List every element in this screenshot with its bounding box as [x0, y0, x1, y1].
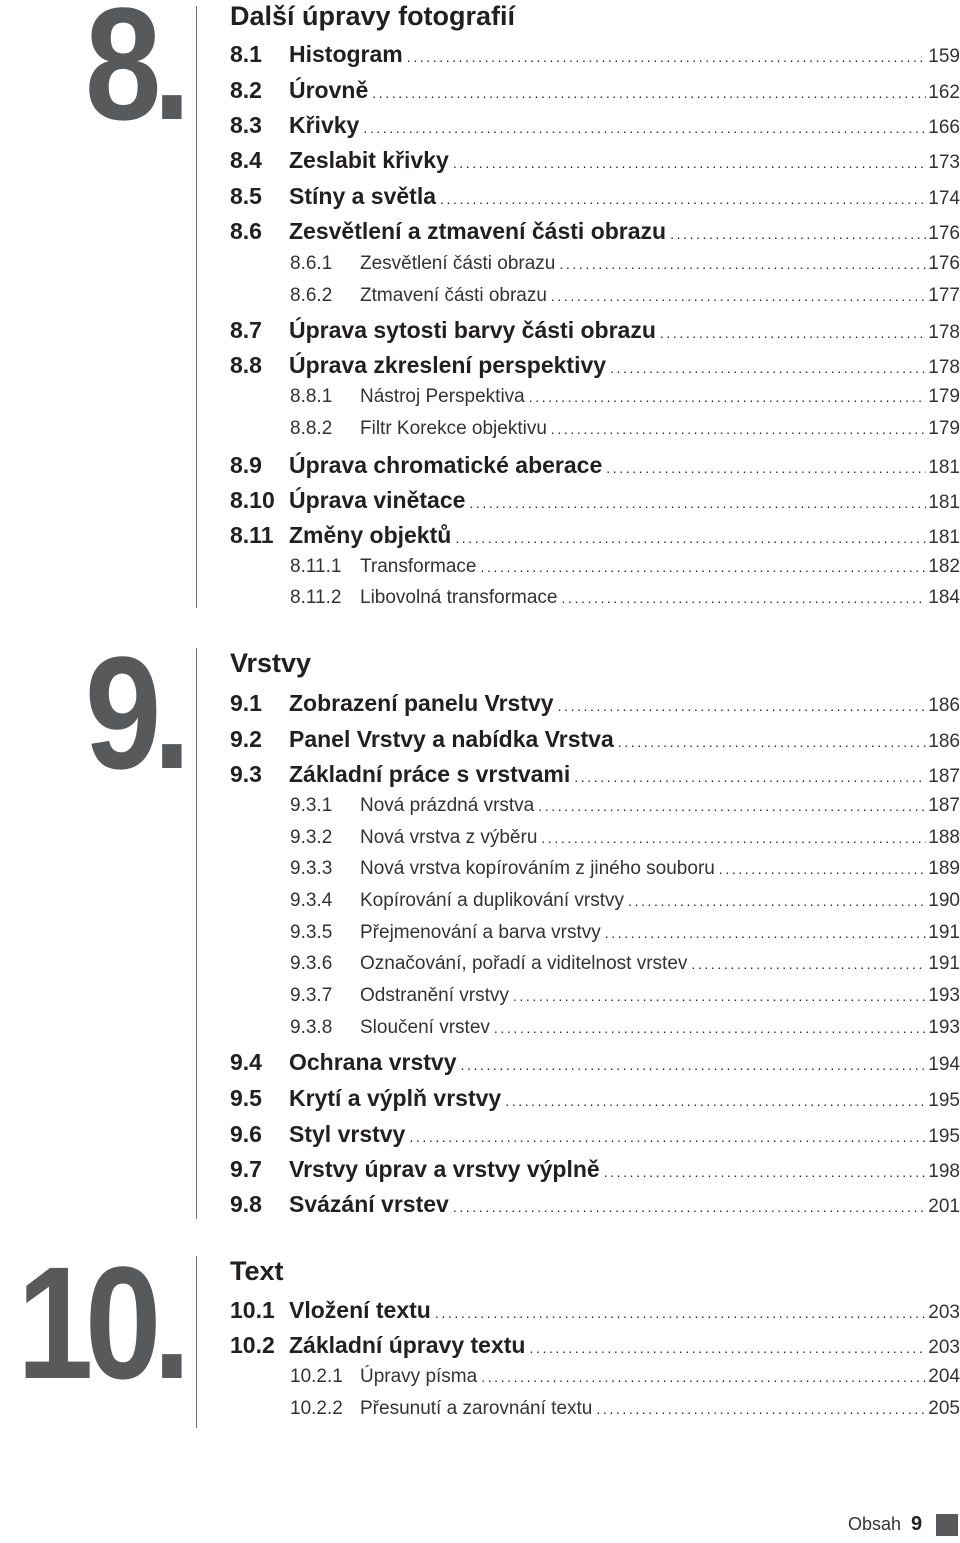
entry-number: 9.8	[230, 1191, 262, 1217]
entry-number: 8.8.1	[290, 386, 333, 407]
dot-leader	[670, 226, 926, 242]
entry-title: Přesunutí a zarovnání textu	[360, 1398, 593, 1419]
entry-number: 9.3.3	[290, 858, 333, 879]
entry-number: 9.2	[230, 726, 262, 752]
toc-entry[interactable]	[230, 1121, 960, 1148]
dot-leader	[440, 191, 926, 207]
entry-number: 8.7	[230, 317, 262, 343]
dot-leader	[529, 1340, 926, 1356]
toc-entry[interactable]	[230, 1085, 960, 1112]
entry-page-number: 203	[928, 1302, 960, 1323]
entry-number: 8.6.2	[290, 285, 333, 306]
toc-subentry[interactable]	[290, 953, 960, 975]
entry-page-number: 201	[928, 1196, 960, 1217]
entry-title: Úrovně	[289, 77, 369, 103]
toc-entry[interactable]	[230, 690, 960, 717]
entry-page-number: 181	[928, 457, 960, 478]
entry-title: Svázání vrstev	[289, 1191, 449, 1217]
toc-entry[interactable]	[230, 112, 960, 139]
toc-subentry[interactable]	[290, 556, 960, 578]
entry-title: Změny objektů	[289, 522, 452, 548]
entry-title: Označování, pořadí a viditelnost vrstev	[360, 953, 688, 974]
entry-title: Základní práce s vrstvami	[289, 761, 571, 787]
entry-number: 9.3.2	[290, 827, 333, 848]
entry-number: 9.1	[230, 690, 262, 716]
entry-title: Úprava vinětace	[289, 487, 466, 513]
toc-entry[interactable]	[230, 726, 960, 753]
toc-entry[interactable]	[230, 317, 960, 344]
entry-number: 9.5	[230, 1085, 262, 1111]
dot-leader	[605, 925, 927, 941]
entry-number: 8.10	[230, 487, 275, 513]
dot-leader	[551, 421, 926, 437]
dot-leader	[574, 769, 926, 785]
entry-number: 8.3	[230, 112, 262, 138]
entry-number: 9.3.8	[290, 1017, 333, 1038]
toc-entry[interactable]	[230, 352, 960, 379]
entry-number: 8.6.1	[290, 253, 333, 274]
entry-page-number: 176	[928, 223, 960, 244]
entry-page-number: 203	[928, 1337, 960, 1358]
entry-page-number: 174	[928, 188, 960, 209]
toc-subentry[interactable]	[290, 890, 960, 912]
entry-number: 9.3.5	[290, 922, 333, 943]
entry-title: Libovolná transformace	[360, 587, 558, 608]
entry-number: 9.3.6	[290, 953, 333, 974]
entry-page-number: 191	[928, 922, 960, 943]
dot-leader	[435, 1305, 926, 1321]
entry-title: Nová vrstva z výběru	[360, 827, 538, 848]
entry-number: 10.2.2	[290, 1398, 343, 1419]
footer-label: Obsah	[848, 1514, 902, 1534]
entry-title: Úprava zkreslení perspektivy	[289, 352, 607, 378]
entry-number: 8.8.2	[290, 418, 333, 439]
entry-page-number: 189	[928, 858, 960, 879]
entry-page-number: 179	[928, 386, 960, 407]
entry-page-number: 184	[928, 587, 960, 608]
entry-page-number: 159	[928, 46, 960, 67]
dot-leader	[610, 360, 926, 376]
dot-leader	[551, 288, 926, 304]
entry-page-number: 178	[928, 322, 960, 343]
entry-page-number: 188	[928, 827, 960, 848]
entry-page-number: 186	[928, 731, 960, 752]
dot-leader	[538, 798, 926, 814]
entry-number: 8.5	[230, 183, 262, 209]
dot-leader	[562, 590, 927, 606]
entry-page-number: 187	[928, 795, 960, 816]
entry-title: Nástroj Perspektiva	[360, 386, 525, 407]
dot-leader	[453, 155, 926, 171]
entry-number: 9.6	[230, 1121, 262, 1147]
toc-entry[interactable]	[230, 1297, 960, 1324]
entry-page-number: 176	[928, 253, 960, 274]
toc-entry[interactable]	[230, 487, 960, 514]
dot-leader	[606, 460, 926, 476]
entry-page-number: 181	[928, 527, 960, 548]
toc-entry[interactable]	[230, 183, 960, 210]
entry-title: Úpravy písma	[360, 1366, 478, 1387]
chapter-divider-line	[196, 1256, 197, 1428]
entry-title: Filtr Korekce objektivu	[360, 418, 547, 439]
entry-number: 8.2	[230, 77, 262, 103]
toc-entry[interactable]	[230, 147, 960, 174]
dot-leader	[529, 389, 927, 405]
entry-title: Zesvětlení a ztmavení části obrazu	[289, 218, 667, 244]
entry-number: 8.6	[230, 218, 262, 244]
entry-number: 8.4	[230, 147, 262, 173]
dot-leader	[559, 256, 926, 272]
entry-number: 10.1	[230, 1297, 275, 1323]
entry-page-number: 191	[928, 953, 960, 974]
dot-leader	[407, 49, 927, 65]
entry-page-number: 173	[928, 152, 960, 173]
entry-title: Styl vrstvy	[289, 1121, 406, 1147]
chapter-divider-line	[196, 6, 197, 608]
entry-page-number: 193	[928, 1017, 960, 1038]
entry-page-number: 181	[928, 492, 960, 513]
entry-number: 9.3.1	[290, 795, 333, 816]
entry-title: Transformace	[360, 556, 477, 577]
entry-title: Základní úpravy textu	[289, 1332, 526, 1358]
dot-leader	[481, 559, 927, 575]
entry-title: Úprava chromatické aberace	[289, 452, 603, 478]
entry-page-number: 187	[928, 766, 960, 787]
footer-marker-square	[936, 1514, 958, 1536]
entry-page-number: 177	[928, 285, 960, 306]
toc-entry[interactable]	[230, 761, 960, 788]
entry-number: 8.1	[230, 41, 262, 67]
entry-title: Sloučení vrstev	[360, 1017, 490, 1038]
entry-number: 8.11.2	[290, 587, 342, 608]
toc-entry[interactable]	[230, 41, 960, 68]
entry-number: 8.8	[230, 352, 262, 378]
entry-page-number: 162	[928, 82, 960, 103]
toc-subentry[interactable]	[290, 858, 960, 880]
toc-subentry[interactable]	[290, 1398, 960, 1420]
entry-title: Zeslabit křivky	[289, 147, 449, 173]
entry-page-number: 193	[928, 985, 960, 1006]
entry-page-number: 194	[928, 1054, 960, 1075]
dot-leader	[596, 1401, 926, 1417]
dot-leader	[494, 1020, 926, 1036]
dot-leader	[372, 85, 926, 101]
entry-page-number: 179	[928, 418, 960, 439]
dot-leader	[660, 325, 926, 341]
dot-leader	[481, 1369, 926, 1385]
dot-leader	[453, 1199, 926, 1215]
entry-title: Ochrana vrstvy	[289, 1049, 457, 1075]
footer-page-number: 9	[911, 1513, 923, 1535]
dot-leader	[628, 893, 926, 909]
chapter-divider-line	[196, 648, 197, 1219]
dot-leader	[505, 1093, 926, 1109]
toc-entry[interactable]	[230, 522, 960, 549]
entry-title: Panel Vrstvy a nabídka Vrstva	[289, 726, 614, 752]
entry-title: Kopírování a duplikování vrstvy	[360, 890, 625, 911]
dot-leader	[363, 120, 926, 136]
entry-title: Ztmavení části obrazu	[360, 285, 547, 306]
entry-number: 9.4	[230, 1049, 262, 1075]
toc-subentry[interactable]	[290, 1366, 960, 1388]
entry-title: Křivky	[289, 112, 360, 138]
toc-entry[interactable]	[230, 1049, 960, 1076]
toc-subentry[interactable]	[290, 1017, 960, 1039]
entry-title: Přejmenování a barva vrstvy	[360, 922, 601, 943]
entry-number: 8.9	[230, 452, 262, 478]
entry-page-number: 186	[928, 695, 960, 716]
entry-title: Krytí a výplň vrstvy	[289, 1085, 502, 1111]
dot-leader	[558, 698, 927, 714]
dot-leader	[460, 1057, 926, 1073]
dot-leader	[691, 956, 926, 972]
entry-title: Stíny a světla	[289, 183, 437, 209]
entry-number: 9.3.4	[290, 890, 333, 911]
entry-title: Vrstvy úprav a vrstvy výplně	[289, 1156, 600, 1182]
chapter-number: 8.	[84, 0, 182, 153]
entry-page-number: 205	[928, 1398, 960, 1419]
entry-title: Úprava sytosti barvy části obrazu	[289, 317, 656, 343]
entry-page-number: 204	[928, 1366, 960, 1387]
entry-title: Odstranění vrstvy	[360, 985, 509, 1006]
entry-title: Nová prázdná vrstva	[360, 795, 535, 816]
dot-leader	[409, 1129, 926, 1145]
chapter-title: Vrstvy	[230, 648, 312, 678]
entry-page-number: 190	[928, 890, 960, 911]
toc-subentry[interactable]	[290, 386, 960, 408]
entry-title: Zesvětlení části obrazu	[360, 253, 556, 274]
toc-subentry[interactable]	[290, 253, 960, 275]
toc-subentry[interactable]	[290, 587, 960, 609]
entry-number: 9.3.7	[290, 985, 333, 1006]
dot-leader	[541, 830, 926, 846]
dot-leader	[618, 734, 927, 750]
dot-leader	[469, 495, 926, 511]
entry-page-number: 182	[928, 556, 960, 577]
entry-number: 9.7	[230, 1156, 262, 1182]
chapter-number: 9.	[84, 623, 182, 802]
entry-page-number: 178	[928, 357, 960, 378]
entry-number: 10.2	[230, 1332, 275, 1358]
entry-number: 8.11	[230, 522, 274, 548]
toc-entry[interactable]	[230, 77, 960, 104]
toc-entry[interactable]	[230, 218, 960, 245]
toc-entry[interactable]	[230, 1156, 960, 1183]
dot-leader	[604, 1164, 927, 1180]
entry-title: Zobrazení panelu Vrstvy	[289, 690, 554, 716]
entry-title: Histogram	[289, 41, 403, 67]
chapter-number: 10.	[16, 1233, 182, 1412]
entry-page-number: 195	[928, 1090, 960, 1111]
dot-leader	[719, 861, 926, 877]
toc-subentry[interactable]	[290, 922, 960, 944]
toc-entry[interactable]	[230, 1191, 960, 1218]
toc-subentry[interactable]	[290, 418, 960, 440]
toc-subentry[interactable]	[290, 795, 960, 817]
entry-number: 8.11.1	[290, 556, 342, 577]
chapter-title: Další úpravy fotografií	[230, 1, 516, 31]
entry-number: 9.3	[230, 761, 262, 787]
toc-subentry[interactable]	[290, 827, 960, 849]
page-footer	[848, 1513, 958, 1536]
toc-subentry[interactable]	[290, 285, 960, 307]
chapter-title: Text	[230, 1256, 284, 1286]
entry-page-number: 166	[928, 117, 960, 138]
entry-title: Nová vrstva kopírováním z jiného souboru	[360, 858, 715, 879]
entry-number: 10.2.1	[290, 1366, 343, 1387]
toc-subentry[interactable]	[290, 985, 960, 1007]
entry-page-number: 195	[928, 1126, 960, 1147]
entry-page-number: 198	[928, 1161, 960, 1182]
dot-leader	[455, 530, 926, 546]
toc-entry[interactable]	[230, 1332, 960, 1359]
toc-entry[interactable]	[230, 452, 960, 479]
entry-title: Vložení textu	[289, 1297, 431, 1323]
dot-leader	[513, 988, 926, 1004]
